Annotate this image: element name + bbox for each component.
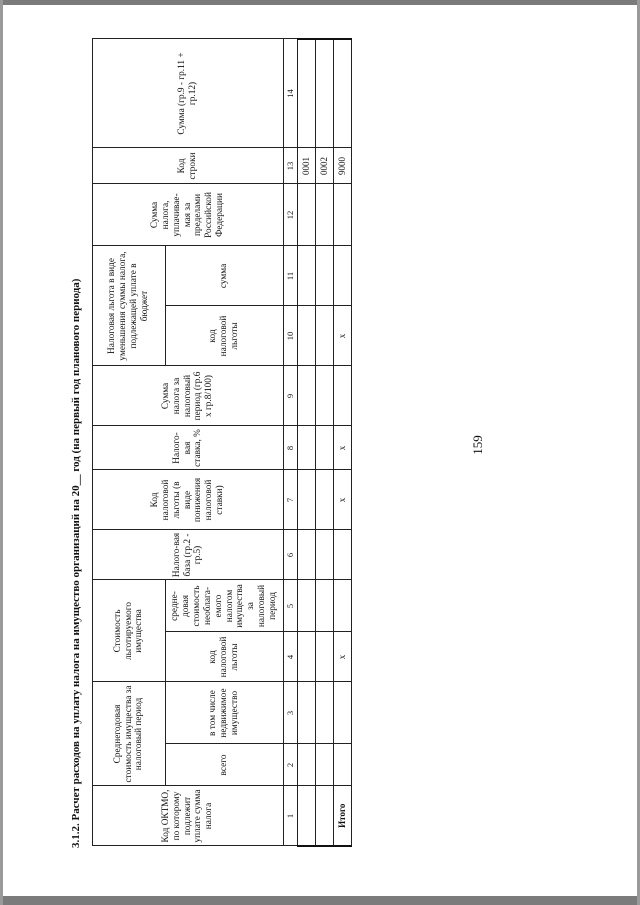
header-oktmo: Код ОКТМО, по которому подлежит уплате сумма налога bbox=[93, 786, 284, 846]
table-cell[interactable] bbox=[316, 580, 334, 632]
column-number: 5 bbox=[284, 580, 298, 632]
header-avg-cost-real-estate: в том числе недвижимое имущество bbox=[166, 682, 284, 744]
table-cell[interactable] bbox=[298, 426, 316, 470]
table-cell[interactable] bbox=[298, 744, 316, 786]
column-number: 6 bbox=[284, 530, 298, 580]
table-cell[interactable] bbox=[334, 246, 352, 306]
header-tax-rate: Налого-вая ставка, % bbox=[93, 426, 284, 470]
column-number: 13 bbox=[284, 148, 298, 184]
table-cell[interactable] bbox=[334, 682, 352, 744]
table-cell[interactable] bbox=[316, 184, 334, 246]
column-number: 4 bbox=[284, 632, 298, 682]
table-cell: x bbox=[334, 426, 352, 470]
row-code-cell: 0002 bbox=[316, 148, 334, 184]
scan-edge-left bbox=[0, 0, 3, 905]
header-tax-base: Налого-вая база (гр.2 - гр.5) bbox=[93, 530, 284, 580]
column-number: 10 bbox=[284, 306, 298, 366]
table-cell[interactable] bbox=[334, 530, 352, 580]
column-number: 3 bbox=[284, 682, 298, 744]
column-number-row bbox=[284, 39, 298, 846]
table-cell[interactable] bbox=[316, 682, 334, 744]
table-cell[interactable] bbox=[298, 682, 316, 744]
column-number: 7 bbox=[284, 470, 298, 530]
table-cell[interactable] bbox=[316, 426, 334, 470]
table-cell[interactable] bbox=[334, 39, 352, 148]
table-row bbox=[298, 39, 316, 846]
row-label[interactable] bbox=[298, 786, 316, 846]
table-cell[interactable] bbox=[298, 580, 316, 632]
row-code-cell: 9000 bbox=[334, 148, 352, 184]
header-preferential-avg: средне-довая стоимость необлага-емого налогом имущества за налоговый период bbox=[166, 580, 284, 632]
column-number: 11 bbox=[284, 246, 298, 306]
total-label: Итого bbox=[334, 786, 352, 846]
header-preferential-group: Стоимость льготируемого имущества bbox=[93, 580, 166, 682]
table-cell[interactable] bbox=[316, 632, 334, 682]
table-cell[interactable] bbox=[316, 39, 334, 148]
table-cell[interactable] bbox=[316, 246, 334, 306]
total-row bbox=[334, 39, 352, 846]
header-row-code: Код строки bbox=[93, 148, 284, 184]
column-number: 9 bbox=[284, 366, 298, 426]
table-cell[interactable] bbox=[298, 306, 316, 366]
table-cell[interactable] bbox=[298, 632, 316, 682]
table-cell[interactable] bbox=[316, 744, 334, 786]
header-avg-cost-total: всего bbox=[166, 744, 284, 786]
table-cell[interactable] bbox=[316, 366, 334, 426]
header-avg-cost-group: Среднегодовая стоимость имущества за налоговый период bbox=[93, 682, 166, 786]
tax-calculation-table bbox=[92, 38, 352, 847]
column-number: 12 bbox=[284, 184, 298, 246]
table-cell[interactable] bbox=[334, 744, 352, 786]
row-label[interactable] bbox=[316, 786, 334, 846]
table-cell[interactable] bbox=[298, 470, 316, 530]
section-title: 3.1.2. Расчет расходов на уплату налога на имущество организаций на 20__ год (на первый год планового периода) bbox=[70, 278, 82, 848]
table-cell: x bbox=[334, 470, 352, 530]
header-total-sum: Сумма (гр.9 - гр.11 + гр.12) bbox=[93, 39, 284, 148]
header-relief-code: Код налоговой льготы (в виде понижения налоговой ставки) bbox=[93, 470, 284, 530]
header-reduction-sum: сумма bbox=[166, 246, 284, 306]
table-cell[interactable] bbox=[298, 39, 316, 148]
table-cell[interactable] bbox=[334, 580, 352, 632]
table-cell[interactable] bbox=[298, 366, 316, 426]
header-preferential-code: код налоговой льготы bbox=[166, 632, 284, 682]
header-tax-amount: Сумма налога за налоговый период (гр.6 х гр.8/100) bbox=[93, 366, 284, 426]
table-cell[interactable] bbox=[298, 246, 316, 306]
scan-edge-top bbox=[0, 0, 640, 5]
header-reduction-group: Налоговая льгота в виде уменьшения суммы налога, подлежащей уплате в бюджет bbox=[93, 246, 166, 366]
table-cell[interactable] bbox=[316, 306, 334, 366]
table-cell[interactable] bbox=[316, 470, 334, 530]
scan-edge-bottom bbox=[0, 896, 640, 905]
column-number: 1 bbox=[284, 786, 298, 846]
table-cell[interactable] bbox=[298, 530, 316, 580]
header-paid-abroad: Сумма налога, уплачивае-мая за пределами Российской Федерации bbox=[93, 184, 284, 246]
column-number: 14 bbox=[284, 39, 298, 148]
table-cell[interactable] bbox=[334, 366, 352, 426]
page-number: 159 bbox=[470, 435, 485, 455]
column-number: 2 bbox=[284, 744, 298, 786]
rotated-sheet bbox=[70, 38, 370, 848]
row-code-cell: 0001 bbox=[298, 148, 316, 184]
table-cell[interactable] bbox=[316, 530, 334, 580]
table-cell[interactable] bbox=[298, 184, 316, 246]
column-number: 8 bbox=[284, 426, 298, 470]
header-reduction-code: код налоговой льготы bbox=[166, 306, 284, 366]
table-cell: x bbox=[334, 632, 352, 682]
table-cell: x bbox=[334, 306, 352, 366]
table-cell[interactable] bbox=[334, 184, 352, 246]
table-row bbox=[316, 39, 334, 846]
